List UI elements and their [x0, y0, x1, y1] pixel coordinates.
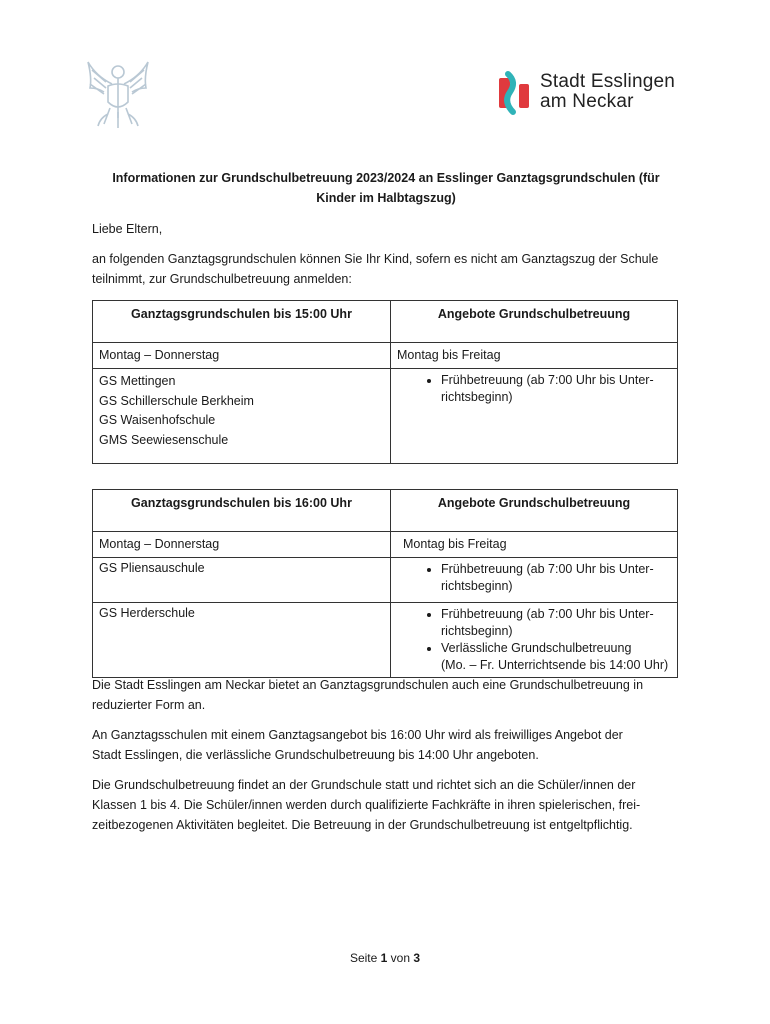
offer-item: • Frühbetreuung (ab 7:00 Uhr bis Unter- richtsbeginn) — [441, 561, 671, 595]
table1-head-left: Ganztagsgrundschulen bis 15:00 Uhr — [93, 301, 391, 343]
title-line-2: Kinder im Halbtagszug) — [316, 191, 456, 205]
table2-days-right: Montag bis Freitag — [391, 532, 678, 558]
table1-days-right: Montag bis Freitag — [391, 343, 678, 369]
city-logo-line2: am Neckar — [540, 91, 634, 112]
paragraph-2: An Ganztagsschulen mit einem Ganztagsangebot bis 16:00 Uhr wird als freiwilliges Angebot der Stadt Esslingen, die verlässliche Grundschulbetreuung bis 14:00 Uhr angeboten. — [92, 728, 623, 762]
offer-item: • Verlässliche Grundschulbetreuung (Mo. – Fr. Unterrichtsende bis 14:00 Uhr) — [441, 640, 671, 674]
table2-days-left: Montag – Donnerstag — [93, 532, 391, 558]
eagle-coat-of-arms-icon — [84, 58, 152, 130]
title-line-1: Informationen zur Grundschulbetreuung 2023/2024 an Esslinger Ganztagsgrundschulen (für — [112, 171, 660, 185]
greeting: Liebe Eltern, — [92, 222, 163, 236]
school-item: GMS Seewiesenschule — [99, 432, 229, 447]
table1-schools — [93, 369, 391, 464]
table1-head-right: Angebote Grundschulbetreuung — [391, 301, 678, 343]
table2-head-left: Ganztagsgrundschulen bis 16:00 Uhr — [93, 490, 391, 532]
paragraph-1: Die Stadt Esslingen am Neckar bietet an Ganztagsgrundschulen auch eine Grundschulbetreuung in reduzierter Form an. — [92, 678, 644, 712]
city-logo-line1: Stadt Esslingen — [540, 71, 676, 92]
table-16-uhr — [92, 489, 678, 678]
table2-head-right: Angebote Grundschulbetreuung — [391, 490, 678, 532]
school-item: GS Mettingen — [99, 374, 176, 388]
paragraph-3: Die Grundschulbetreuung findet an der Grundschule statt und richtet sich an die Schüler/innen der Klassen 1 bis 4. Die Schüler/innen werden durch qualifizierte Fachkräfte in ihren spielerischen, frei- zeitbezogenen Aktivitäten begleitet. Die Betreuung in der Grundschulbetreuung ist entgeltpflichtig. — [92, 778, 641, 832]
table-15-uhr — [92, 300, 678, 464]
intro-line-2: teilnimmt, zur Grundschulbetreuung anmelden: — [92, 272, 352, 286]
table1-days-left: Montag – Donnerstag — [93, 343, 391, 369]
school-item: GS Schillerschule Berkheim — [99, 393, 254, 408]
table2-school2: GS Herderschule — [93, 603, 391, 678]
table1-offers — [391, 369, 678, 464]
intro-paragraph — [92, 249, 682, 289]
intro-line-1: an folgenden Ganztagsgrundschulen können Sie Ihr Kind, sofern es nicht am Ganztagszug der Schule — [92, 252, 659, 266]
table2-school1-offers — [391, 558, 678, 603]
offer-item: • Frühbetreuung (ab 7:00 Uhr bis Unter- richtsbeginn) — [441, 606, 671, 640]
city-logo-text — [540, 72, 675, 112]
table2-school1: GS Pliensauschule — [93, 558, 391, 603]
school-item: GS Waisenhofschule — [99, 413, 216, 427]
offer-item: • Frühbetreuung (ab 7:00 Uhr bis Unter- richtsbeginn) — [441, 372, 671, 406]
document-title — [92, 168, 680, 208]
table2-school2-offers — [391, 603, 678, 678]
page-number: Seite 1 von 3 — [349, 951, 421, 965]
